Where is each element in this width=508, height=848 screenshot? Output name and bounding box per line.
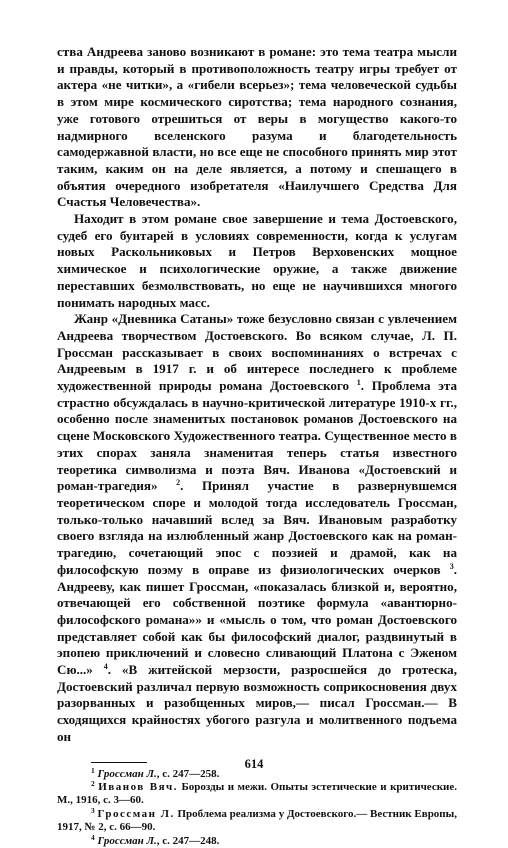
paragraph-3-part-3: . Принял участие в развернувшемся теоретическом споре и молодой тогда исследователь Гроссман, только-только начавший вслед за Вяч. Ивановым разработку своего взгляда на излюбленный жанр Достоевского как на роман-трагедию, сочетающий эпос с поэзией и драмой, как на философскую поэму в оправе из физиологических очерков [57, 478, 457, 577]
footnote-number: 2 [91, 778, 95, 788]
footnote-author: Гроссман Л. [97, 834, 157, 847]
footnote-3 [57, 805, 457, 835]
footnote-text: Борозды и межи. Опыты эстетические и критические. М., 1916, с. 3—60. [57, 780, 458, 807]
footnote-author: Гроссман Л. [97, 807, 175, 820]
footnote-ref-1: 1 [356, 378, 361, 388]
paragraph-3-part-4: . Андрееву, как пишет Гроссман, «показалась близкой и, вероятно, отвечающей его собственной поэтике формула «авантюрно-философского романа»» и «мысль о том, что роман Достоевского представляет собой как бы философский диалог, раздвинутый в эпопею приключений и словесно сливающий Платона с Эженом Сю...» [57, 561, 457, 678]
footnote-ref-4: 4 [103, 662, 108, 672]
page-content [57, 44, 457, 848]
footnote-ref-2: 2 [176, 478, 181, 488]
footnote-number: 3 [91, 805, 95, 815]
main-text [57, 44, 457, 746]
footnote-text: , с. 247—248. [156, 834, 220, 847]
footnote-ref-3: 3 [449, 561, 454, 571]
footnote-number: 1 [91, 765, 95, 775]
paragraph-2: Находит в этом романе свое завершение и тема Достоевского, судеб его бунтарей в условиях современности, когда к услугам новых Раскольниковых и Петров Верховенских мощное химическое и психологические оружие, а также движение переставших безмолвствовать, но еще не научившихся многого понимать народных масс. [57, 211, 457, 310]
paragraph-3-part-5: . «В житейской мерзости, разросшейся до гротеска, Достоевский различал первую возможность соприкосновения двух разорванных и разобщенных миров,— писал Гроссман.— В сходящихся крайностях убогого разгула и молитвенного подъема он [57, 662, 458, 744]
paragraph-3 [57, 311, 457, 745]
footnotes [57, 762, 457, 848]
footnote-2 [57, 778, 458, 808]
footnote-4 [57, 832, 457, 848]
paragraph-3-part-1: Жанр «Дневника Сатаны» тоже безусловно связан с увлечением Андреева творчеством Достоевского. Во всяком случае, Л. П. Гроссман рассказывает в своих воспоминаниях о встречах с Андреевым в 1917 г. и об интересе последнего к проблеме художественной природы романа Достоевского [57, 311, 457, 394]
footnote-author: Иванов Вяч. [98, 780, 178, 793]
page-number: 614 [244, 757, 264, 771]
footnote-text: Проблема реализма у Достоевского.— Вестник Европы, 1917, № 2, с. 66—90. [57, 807, 457, 834]
footnote-author: Гроссман Л. [97, 767, 157, 780]
paragraph-1: ства Андреева заново возникают в романе: это тема театра мысли и правды, который в противоположность театру игры требует от актера «не читки», а «гибели всерьез»; тема человеческой судьбы в этом мире космического сиротства; тема народного сознания, уже готового отрешиться от веры в могущество какого-то надмирного вселенского разума и благодетельность самодержавной власти, но все еще не способного принять мир этот таким, каким он на деле является, а потому и спешащего в объятия очередного изобретателя «Наилучшего Средства Для Счастья Человечества». [57, 44, 457, 210]
footnote-text: , с. 247—258. [156, 767, 220, 780]
footnote-number: 4 [91, 832, 95, 842]
paragraph-3-part-2: . Проблема эта страстно обсуждалась в научно-критической литературе 1910-х гг., особенно после знаменитых постановок романов Достоевского на сцене Московского Художественного театра. Существенное место в этих спорах заняла знаменитая теперь статья известного теоретика символизма и поэта Вяч. Иванова «Достоевский и роман-трагедия» [57, 378, 457, 494]
